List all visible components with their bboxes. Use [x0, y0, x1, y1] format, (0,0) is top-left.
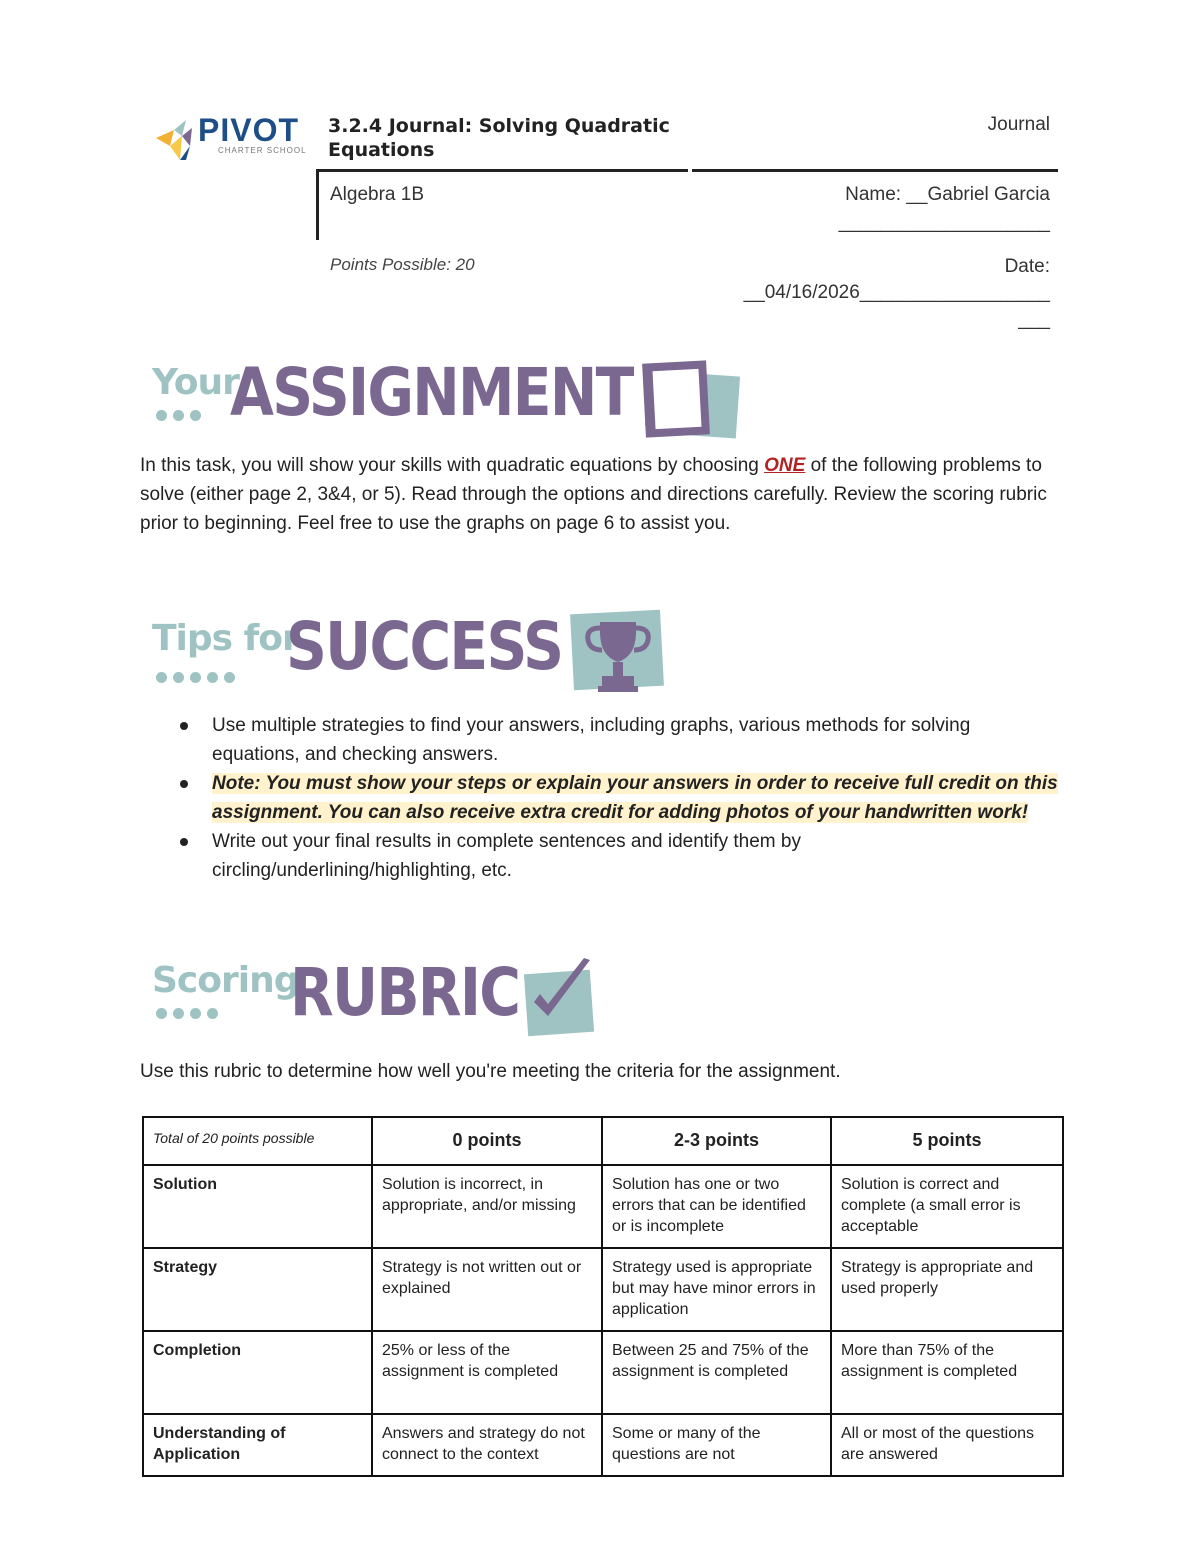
- banner-dots: [156, 408, 207, 426]
- points-possible: Points Possible: 20: [330, 255, 475, 274]
- trophy-icon: [568, 606, 668, 700]
- table-cell: Solution is correct and complete (a small error is acceptable: [831, 1165, 1063, 1248]
- assignment-intro: [140, 451, 1060, 538]
- table-header-cell: 2-3 points: [602, 1117, 831, 1165]
- tip-text: Write out your final results in complete sentences and identify them by circling/underlining/highlighting, etc.: [212, 831, 801, 881]
- banner-small-text: Your: [152, 362, 239, 403]
- list-item: [170, 827, 1060, 885]
- table-row: [143, 1165, 1063, 1248]
- notebook-icon: [634, 356, 744, 444]
- table-row: [143, 1331, 1063, 1414]
- tip-text: Use multiple strategies to find your answers, including graphs, various methods for solving equations, and checking answers.: [212, 715, 971, 765]
- date-value: __04/16/2026__________________: [743, 282, 1050, 303]
- criterion-cell: Understanding of Application: [143, 1414, 372, 1476]
- table-cell: Answers and strategy do not connect to the context: [372, 1414, 602, 1476]
- date-underline: ___: [1018, 309, 1050, 330]
- tips-list: [170, 711, 1060, 885]
- table-header-cell: Total of 20 points possible: [143, 1117, 372, 1165]
- table-cell: Strategy is not written out or explained: [372, 1248, 602, 1331]
- criterion-cell: Completion: [143, 1331, 372, 1414]
- table-cell: Strategy used is appropriate but may have minor errors in application: [602, 1248, 831, 1331]
- intro-emphasis-one: ONE: [764, 455, 806, 476]
- rubric-table: [142, 1116, 1064, 1477]
- list-item: [170, 769, 1060, 827]
- logo-mark-icon: [152, 116, 200, 164]
- intro-text-end: of the following problems to solve (either page 2, 3&4, or 5). Read through the options and directions carefully. Review the scoring rubric prior to beginning. Feel free to use the graphs on page 6 to assist you.: [140, 455, 1047, 534]
- table-header-cell: 5 points: [831, 1117, 1063, 1165]
- banner-big-text: SUCCESS: [286, 608, 563, 685]
- student-name: Name: __Gabriel Garcia: [845, 184, 1050, 205]
- intro-text-start: In this task, you will show your skills with quadratic equations by choosing: [140, 455, 765, 476]
- banner-big-text: RUBRIC: [290, 954, 520, 1031]
- tips-banner: [150, 606, 690, 696]
- rubric-banner: [150, 954, 610, 1044]
- date-label: Date:: [1004, 256, 1050, 277]
- assignment-banner: [150, 356, 750, 446]
- banner-small-text: Scoring: [152, 960, 299, 1001]
- document-title: 3.2.4 Journal: Solving Quadratic Equations: [328, 115, 670, 161]
- criterion-cell: Strategy: [143, 1248, 372, 1331]
- table-cell: More than 75% of the assignment is completed: [831, 1331, 1063, 1414]
- banner-dots: [156, 670, 241, 688]
- table-cell: All or most of the questions are answered: [831, 1414, 1063, 1476]
- logo-subtitle: CHARTER SCHOOL: [218, 146, 307, 155]
- banner-big-text: ASSIGNMENT: [230, 354, 633, 431]
- list-item: [170, 711, 1060, 769]
- table-header-cell: 0 points: [372, 1117, 602, 1165]
- table-header-row: [143, 1117, 1063, 1165]
- tip-note-highlighted: Note: You must show your steps or explain your answers in order to receive full credit on this assignment. You can also receive extra credit for adding photos of your handwritten work!: [212, 773, 1058, 823]
- header-vertical-rule: [316, 172, 319, 240]
- banner-dots: [156, 1006, 224, 1024]
- name-underline: ____________________: [838, 212, 1050, 233]
- table-row: [143, 1248, 1063, 1331]
- table-row: [143, 1414, 1063, 1476]
- table-cell: Some or many of the questions are not: [602, 1414, 831, 1476]
- table-cell: 25% or less of the assignment is completed: [372, 1331, 602, 1414]
- header-rule-right: [692, 169, 1058, 172]
- rubric-intro: Use this rubric to determine how well you're meeting the criteria for the assignment.: [140, 1061, 841, 1082]
- checkmark-icon: [520, 956, 600, 1038]
- table-cell: Solution is incorrect, in appropriate, and/or missing: [372, 1165, 602, 1248]
- logo-word: PIVOT: [198, 112, 300, 148]
- banner-small-text: Tips for: [152, 618, 299, 659]
- criterion-cell: Solution: [143, 1165, 372, 1248]
- course-name: Algebra 1B: [330, 184, 425, 205]
- header-rule-left: [316, 169, 688, 172]
- table-cell: Strategy is appropriate and used properly: [831, 1248, 1063, 1331]
- table-cell: Between 25 and 75% of the assignment is completed: [602, 1331, 831, 1414]
- document-type: Journal: [987, 114, 1050, 135]
- table-cell: Solution has one or two errors that can be identified or is incomplete: [602, 1165, 831, 1248]
- pivot-logo: [152, 112, 312, 162]
